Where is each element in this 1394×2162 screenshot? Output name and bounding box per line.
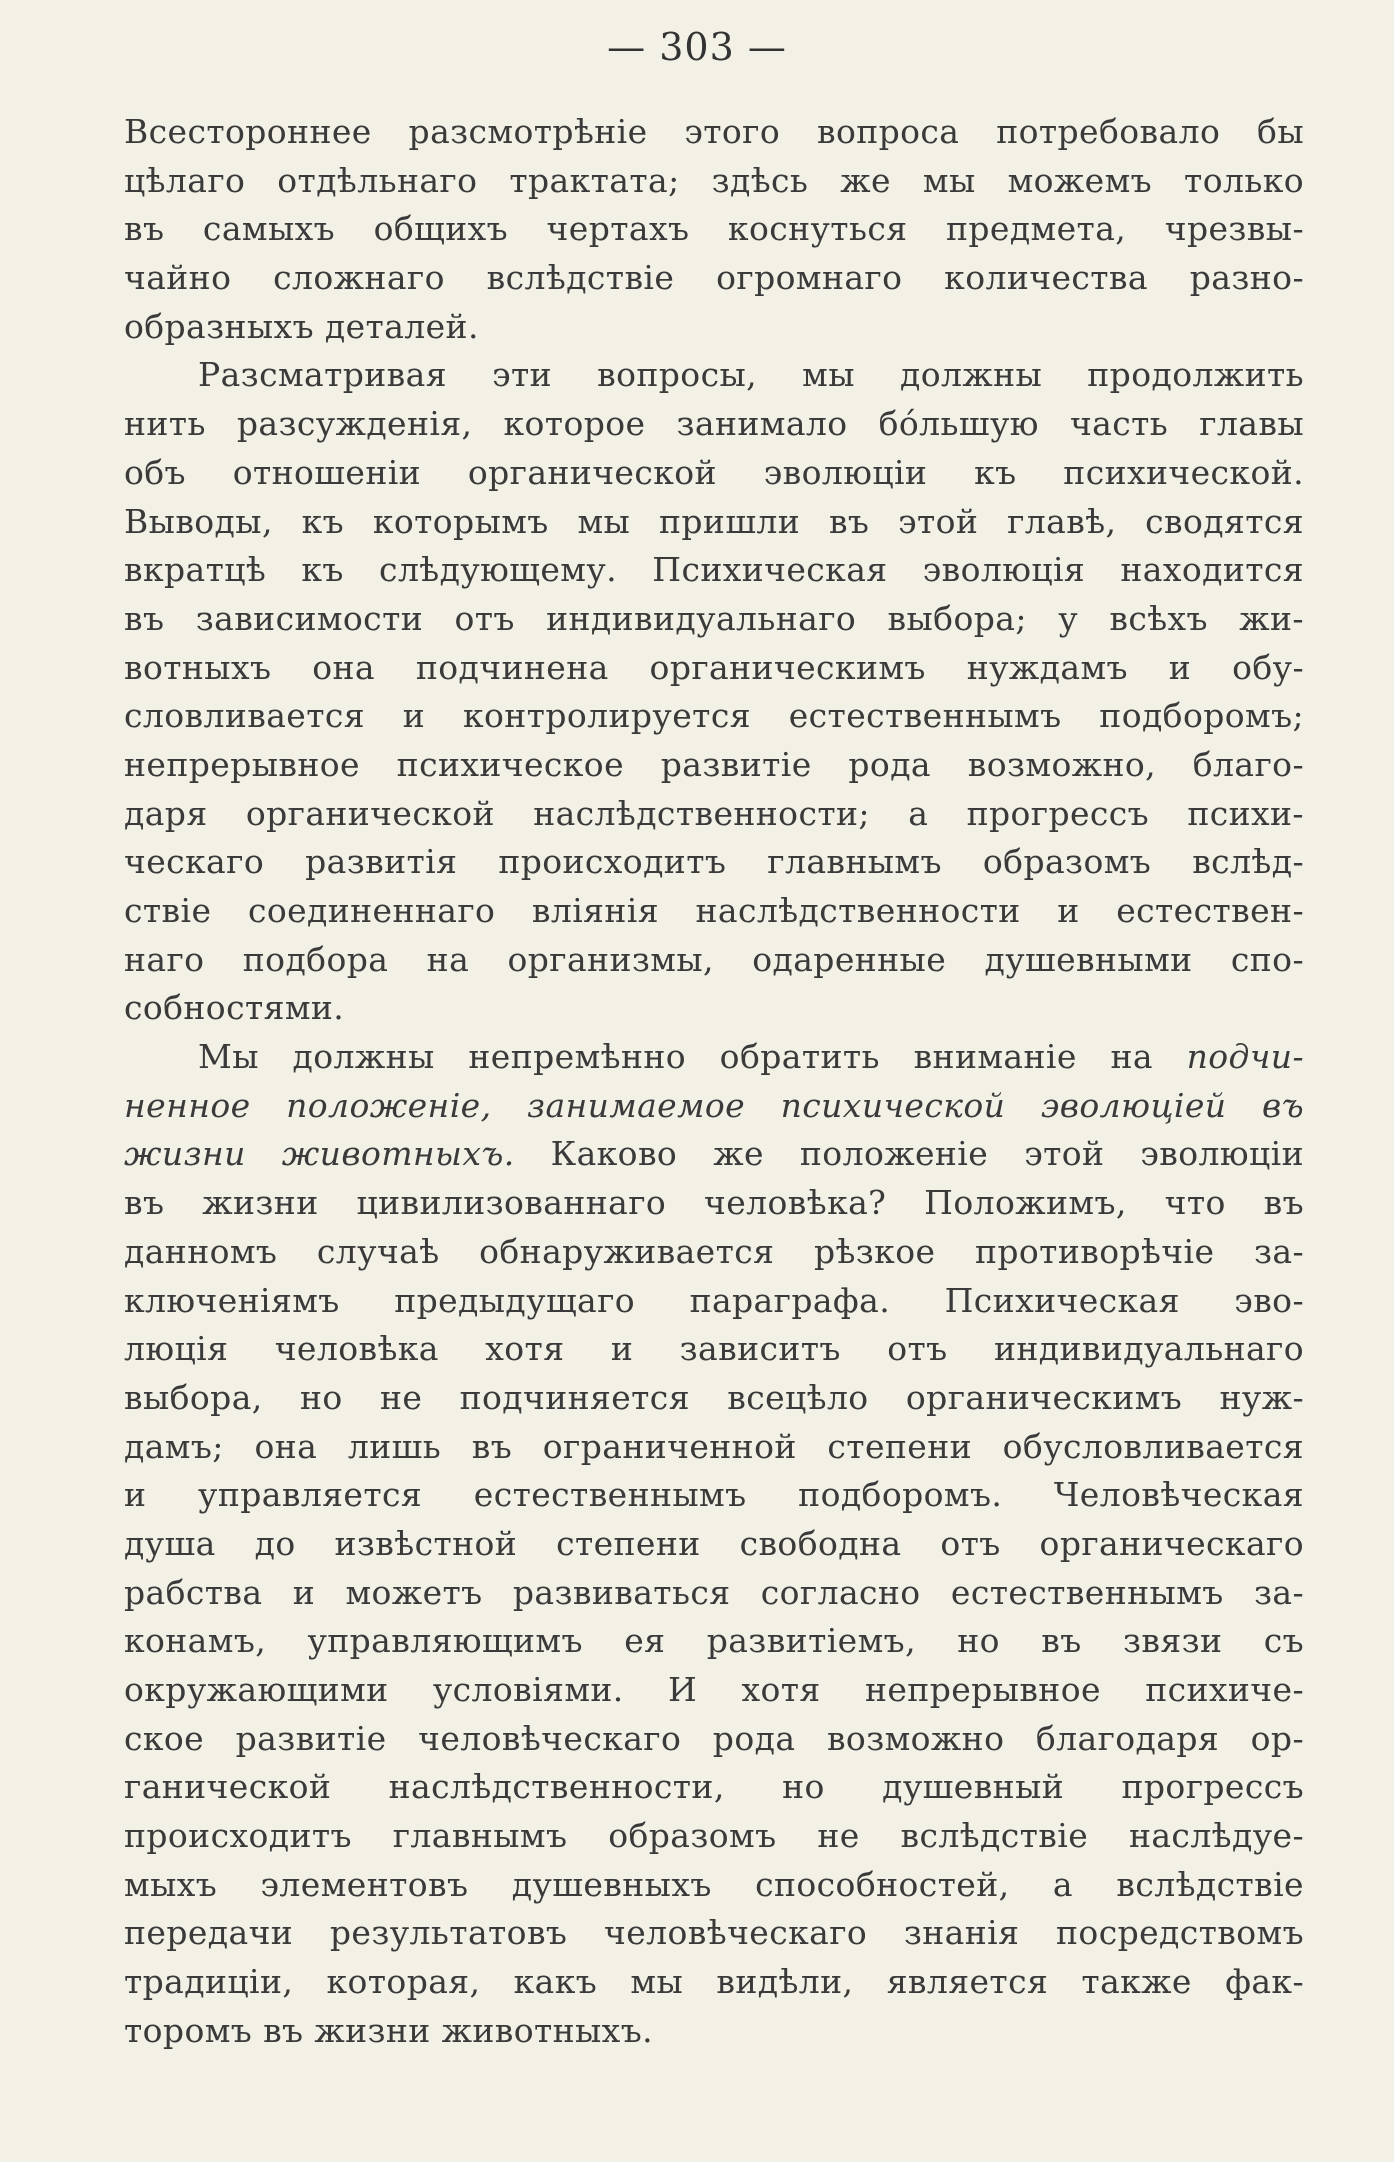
italic-emphasis: подчи- — [1186, 1037, 1304, 1077]
text-line: мыхъ элементовъ душевныхъ способностей, а вслѣдствіе — [124, 1864, 1304, 1904]
text-line: вотныхъ она подчинена органическимъ нуждамъ и обу- — [124, 647, 1304, 687]
text-line: люція человѣка хотя и зависитъ отъ индивидуальнаго — [124, 1329, 1304, 1369]
text-line: вкратцѣ къ слѣдующему. Психическая эволюція находится — [124, 550, 1304, 590]
text-line: конамъ, управляющимъ ея развитіемъ, но въ звязи съ — [124, 1621, 1304, 1661]
text-line: Разсматривая эти вопросы, мы должны продолжить — [198, 355, 1304, 395]
text-line: ганической наслѣдственности, но душевный прогрессъ — [124, 1767, 1304, 1807]
text-line: чайно сложнаго вслѣдствіе огромнаго количества разно- — [124, 258, 1304, 298]
text-line: и управляется естественнымъ подборомъ. Человѣческая — [124, 1475, 1304, 1515]
text-line: наго подбора на организмы, одаренные душевными спо- — [124, 939, 1304, 979]
text-line: непрерывное психическое развитіе рода возможно, благо- — [124, 744, 1304, 784]
text-line: объ отношеніи органической эволюціи къ психической. — [124, 452, 1304, 492]
text-line: собностями. — [124, 988, 345, 1028]
text-line: происходитъ главнымъ образомъ не вслѣдствіе наслѣдуе- — [124, 1816, 1304, 1856]
body-text — [124, 108, 1304, 2056]
text-line: данномъ случаѣ обнаруживается рѣзкое противорѣчіе за- — [124, 1231, 1304, 1271]
paragraph — [124, 1033, 1304, 2055]
text-line: передачи результатовъ человѣческаго знанія посредствомъ — [124, 1913, 1304, 1953]
text-line: даря органической наслѣдственности; а прогрессъ психи- — [124, 793, 1304, 833]
italic-emphasis: ненное положеніе, занимаемое психической эволюціей въ — [124, 1085, 1304, 1125]
page-number: — 303 — — [607, 25, 787, 69]
text-line: ское развитіе человѣческаго рода возможно благодаря ор- — [124, 1718, 1304, 1758]
text-line: цѣлаго отдѣльнаго трактата; здѣсь же мы можемъ только — [124, 160, 1304, 200]
text-line — [124, 1130, 1304, 1179]
text-line: ческаго развитія происходитъ главнымъ образомъ вслѣд- — [124, 842, 1304, 882]
text-segment: Каково же положеніе этой эволюціи — [514, 1134, 1304, 1174]
text-line: образныхъ деталей. — [124, 306, 479, 346]
text-line: нить разсужденія, которое занимало бόльшую часть главы — [124, 404, 1304, 444]
paragraph — [124, 351, 1304, 1033]
text-line: въ зависимости отъ индивидуальнаго выбора; у всѣхъ жи- — [124, 598, 1304, 638]
text-line: душа до извѣстной степени свободна отъ органическаго — [124, 1523, 1304, 1563]
text-line: традиціи, которая, какъ мы видѣли, является также фак- — [124, 1962, 1304, 2002]
text-line: Выводы, къ которымъ мы пришли въ этой главѣ, сводятся — [124, 501, 1304, 541]
italic-emphasis: жизни животныхъ. — [124, 1134, 515, 1174]
paragraph — [124, 108, 1304, 351]
text-line — [124, 1082, 1304, 1131]
text-line: окружающими условіями. И хотя непрерывное психиче- — [124, 1670, 1304, 1709]
text-line: торомъ въ жизни животныхъ. — [124, 2010, 653, 2050]
text-line — [124, 1033, 1304, 1082]
text-line: ключеніямъ предыдущаго параграфа. Психическая эво- — [124, 1280, 1304, 1320]
text-line: рабства и можетъ развиваться согласно естественнымъ за- — [124, 1572, 1304, 1612]
text-line: словливается и контролируется естественнымъ подборомъ; — [124, 696, 1304, 736]
text-line: дамъ; она лишь въ ограниченной степени обусловливается — [124, 1426, 1304, 1466]
text-segment: Мы должны непремѣнно обратить вниманіе на — [198, 1037, 1187, 1077]
text-line: ствіе соединеннаго вліянія наслѣдственности и естествен- — [124, 891, 1304, 930]
text-line: выбора, но не подчиняется всецѣло органическимъ нуж- — [124, 1377, 1304, 1417]
text-line: Всестороннее разсмотрѣніе этого вопроса потребовало бы — [124, 112, 1304, 151]
text-line: въ жизни цивилизованнаго человѣка? Положимъ, что въ — [124, 1183, 1304, 1223]
text-line: въ самыхъ общихъ чертахъ коснуться предмета, чрезвы- — [124, 209, 1304, 249]
